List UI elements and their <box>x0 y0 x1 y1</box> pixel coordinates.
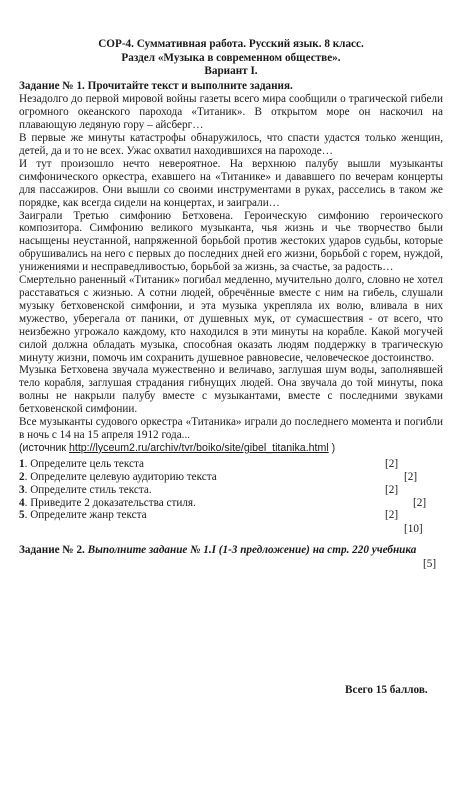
question-text: . Определите целевую аудиторию текста <box>24 470 217 483</box>
source-prefix: (источник <box>19 441 69 454</box>
grand-total: Всего 15 баллов. <box>345 684 428 696</box>
question-item <box>19 471 443 484</box>
question-points: [2] <box>404 470 418 483</box>
question-item <box>19 509 443 522</box>
question-text: . Приведите 2 доказательства стиля. <box>24 496 196 509</box>
header-section: Раздел «Музыка в современном обществе». <box>121 51 341 64</box>
task2-block <box>19 544 443 571</box>
task2-label: Задание № 2. <box>19 544 85 557</box>
task2-instruction: Выполните задание № 1.I (1-3 предложение) на стр. 220 учебника <box>87 544 417 557</box>
task1-total-points: [10] <box>404 523 423 536</box>
question-text: . Определите цель текста <box>24 457 144 470</box>
task1-title: Задание № 1. Прочитайте текст и выполните задания. <box>19 79 293 92</box>
task1-total-row <box>19 522 443 536</box>
text-paragraph: В первые же минуты катастрофы обнаружилось, что спасти удастся только женщин, детей, да и то не всех. Ужас охватил находившихся на пароходе… <box>19 132 443 157</box>
task2-points: [5] <box>423 558 437 571</box>
question-number: 2 <box>19 470 25 483</box>
text-paragraph: Незадолго до первой мировой войны газеты всего мира сообщили о трагической гибели огромного океанского парохода «Титаник». В открытом море он наскочил на плавающую ледяную гору – айсберг… <box>19 93 443 132</box>
question-number: 1 <box>19 457 25 470</box>
question-number: 5 <box>19 509 25 522</box>
source-suffix: ) <box>328 441 336 454</box>
text-paragraph: И тут произошло нечто невероятное. На верхнюю палубу вышли музыканты симфонического оркестра, ехавшего на «Титанике» и дававшего по вечерам концерты для пассажиров. Они вышли со своими инструментами в руках, расселись в таком же порядке, как всегда сидели на концертах, и заиграли… <box>19 157 443 209</box>
question-text: . Определите жанр текста <box>24 509 147 522</box>
question-number: 3 <box>19 483 25 496</box>
header-variant: Вариант I. <box>204 65 258 78</box>
header-title: СОР-4. Суммативная работа. Русский язык. 8 класс. <box>98 38 364 50</box>
question-number: 4 <box>19 496 25 509</box>
question-points: [2] <box>413 496 427 509</box>
document-header <box>19 38 443 79</box>
question-item <box>19 458 443 471</box>
text-paragraph: Музыка Бетховена звучала мужественно и величаво, заглушая шум воды, заполнявшей тело корабля, заглушая страдания гибнущих людей. Она звучала до той минуты, пока волны не накрыли палубу вместе с музыкантами, вместе с последними звуками бетховенской симфонии. <box>19 364 443 416</box>
task1-text <box>19 93 443 441</box>
question-points: [2] <box>385 457 399 470</box>
question-text: . Определите стиль текста. <box>24 483 152 496</box>
text-paragraph: Смертельно раненный «Титаник» погибал медленно, мучительно долго, словно не хотел расставаться с жизнью. А сотни людей, обречённые вместе с ним на гибель, слушали музыку бетховенской симфонии, и эта музыка укрепляла их волю, вливала в них мужество, уберегала от паники, от душевных мук, от сумасшествия - от всего, что неизбежно угрожало каждому, кто находился в эти минуты на корабле. Какой могучей силой должна обладать музыка, способная оказать людям поддержку в трагическую минуту жизни, помочь им сохранить душевное равновесие, человеческое достоинство. <box>19 274 443 364</box>
question-points: [2] <box>385 509 399 522</box>
question-item <box>19 497 443 510</box>
source-link[interactable]: http://lyceum2.ru/archiv/tvr/boiko/site/gibel_titanika.html <box>69 441 329 454</box>
question-points: [2] <box>385 483 399 496</box>
source-citation <box>19 442 443 455</box>
text-paragraph: Заиграли Третью симфонию Бетховена. Героическую симфонию героического композитора. Симфонию великого музыканта, чья жизнь и чье творчество были насыщены неустанной, напряженной борьбой против жестоких ударов судьбы, которые обрушивались на него с первых до последних дней его жизни, борьбой с горем, нуждой, унижениями и несправедливостью, борьбой за жизнь, за счастье, за радость… <box>19 209 443 274</box>
questions-list <box>19 458 443 536</box>
text-paragraph: Все музыканты судового оркестра «Титаника» играли до последнего момента и погибли в ночь с 14 на 15 апреля 1912 года... <box>19 416 443 441</box>
question-item <box>19 484 443 497</box>
